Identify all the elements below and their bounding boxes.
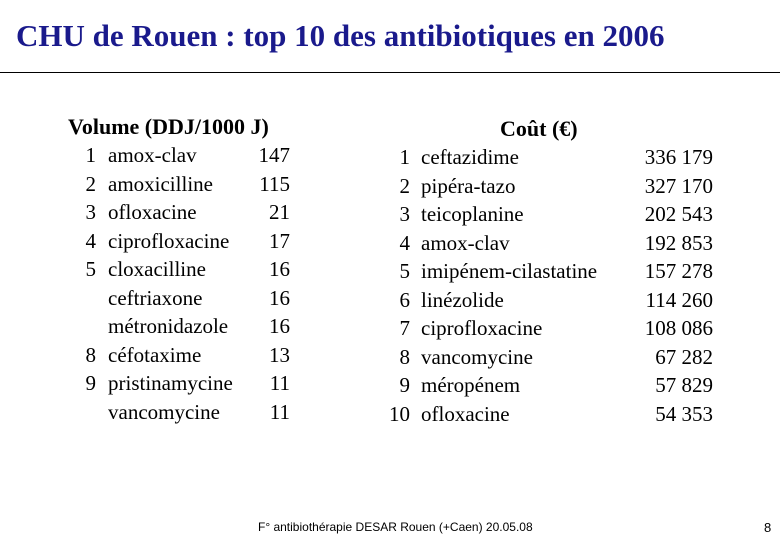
cost-value: 327 170: [644, 173, 713, 198]
volume-value: 16: [269, 257, 290, 281]
cost-name: amox-clav: [421, 230, 510, 255]
cost-rank: 7: [399, 316, 410, 340]
cost-rank: 10: [389, 401, 410, 426]
volume-value: 16: [269, 285, 290, 310]
cost-rank: 2: [399, 173, 410, 198]
cost-name: ciprofloxacine: [421, 316, 543, 340]
cost-heading: Coût (€): [500, 116, 578, 141]
cost-row: [0, 202, 780, 231]
cost-row: [0, 285, 780, 317]
cost-name: teicoplanine: [421, 202, 524, 226]
volume-rank: 2: [85, 171, 96, 196]
cost-name: vancomycine: [421, 344, 533, 369]
cost-row: [0, 342, 780, 374]
cost-table: [0, 145, 780, 430]
volume-name: ceftriaxone: [108, 285, 203, 310]
volume-value: 21: [269, 200, 290, 224]
cost-value: 192 853: [644, 230, 713, 255]
cost-row: [0, 171, 780, 203]
volume-rank: 5: [85, 257, 96, 281]
cost-value: 336 179: [644, 145, 713, 169]
volume-value: 115: [259, 171, 290, 196]
cost-value: 202 543: [644, 202, 713, 226]
cost-name: imipénem-cilastatine: [421, 259, 598, 283]
volume-name: ofloxacine: [108, 200, 197, 224]
volume-rank: 3: [85, 200, 96, 224]
cost-value: 54 353: [655, 401, 713, 426]
cost-row: [0, 373, 780, 402]
cost-name: méropénem: [421, 373, 521, 397]
cost-rank: 4: [399, 230, 410, 255]
volume-rank: 4: [85, 228, 96, 253]
cost-name: linézolide: [421, 287, 504, 312]
volume-name: cloxacilline: [108, 257, 206, 281]
volume-rank: 9: [85, 371, 96, 395]
cost-value: 108 086: [644, 316, 713, 340]
cost-rank: 6: [399, 287, 410, 312]
volume-rank: 1: [85, 143, 96, 167]
volume-name: amoxicilline: [108, 171, 213, 196]
cost-rank: 1: [399, 145, 410, 169]
cost-name: pipéra-tazo: [421, 173, 516, 198]
cost-rank: 5: [399, 259, 410, 283]
cost-value: 57 829: [655, 373, 713, 397]
volume-value: 13: [269, 342, 290, 367]
volume-heading: Volume (DDJ/1000 J): [68, 114, 269, 139]
volume-name: amox-clav: [108, 143, 197, 167]
title-divider: [0, 72, 780, 73]
volume-value: 11: [269, 399, 290, 424]
footer-text: F° antibiothérapie DESAR Rouen (+Caen) 20.05.08: [258, 520, 533, 534]
cost-row: [0, 259, 780, 288]
volume-value: 11: [269, 371, 290, 395]
cost-value: 67 282: [655, 344, 713, 369]
cost-rank: 3: [399, 202, 410, 226]
volume-value: 17: [269, 228, 290, 253]
volume-name: céfotaxime: [108, 342, 202, 367]
cost-row: [0, 145, 780, 174]
volume-rank: 8: [85, 342, 96, 367]
cost-value: 114 260: [645, 287, 713, 312]
volume-name: ciprofloxacine: [108, 228, 230, 253]
volume-name: pristinamycine: [108, 371, 233, 395]
cost-row: [0, 228, 780, 260]
cost-rank: 8: [399, 344, 410, 369]
cost-name: ofloxacine: [421, 401, 510, 426]
volume-name: métronidazole: [108, 314, 229, 338]
cost-value: 157 278: [644, 259, 713, 283]
cost-row: [0, 399, 780, 431]
cost-name: ceftazidime: [421, 145, 519, 169]
cost-row: [0, 316, 780, 345]
cost-rank: 9: [399, 373, 410, 397]
page-number: 8: [764, 520, 772, 535]
volume-name: vancomycine: [108, 399, 220, 424]
slide-title: CHU de Rouen : top 10 des antibiotiques en 2006: [16, 18, 665, 53]
volume-value: 16: [269, 314, 290, 338]
volume-value: 147: [258, 143, 290, 167]
